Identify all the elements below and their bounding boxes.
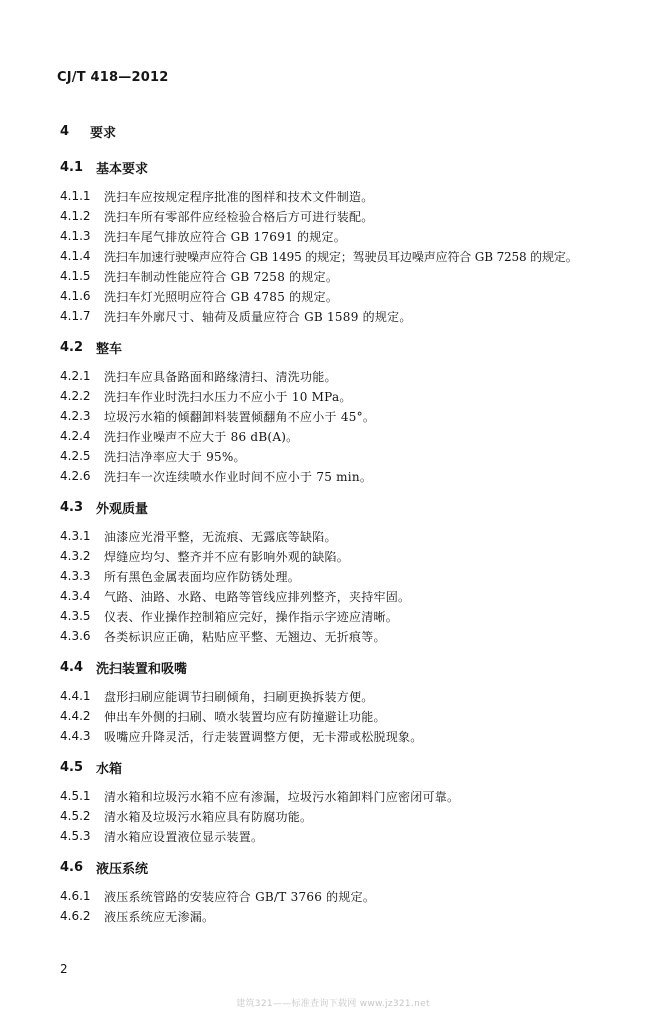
- clause-item: [60, 286, 620, 306]
- clause-number: 4.1.1: [60, 189, 91, 203]
- subsection-number: 4.3: [60, 499, 84, 515]
- clause-text: 洗扫车应具备路面和路缘清扫、清洗功能。: [104, 369, 337, 384]
- footer-watermark: 建筑321——标准查询下载网 www.jz321.net: [236, 999, 430, 1009]
- clause-text: 清水箱及垃圾污水箱应具有防腐功能。: [104, 809, 313, 824]
- clause-item: [60, 906, 620, 926]
- clause-item: [60, 266, 620, 286]
- clause-text: 洗扫车制动性能应符合 GB 7258 的规定。: [104, 269, 339, 284]
- clause-item: [60, 446, 620, 466]
- clause-number: 4.1.4: [60, 249, 91, 263]
- clause-number: 4.2.2: [60, 389, 91, 403]
- clause-item: [60, 546, 620, 566]
- subsection-heading-4-5: [60, 756, 620, 778]
- clause-number: 4.3.5: [60, 609, 91, 623]
- clause-text: 吸嘴应升降灵活，行走装置调整方便，无卡滞或松脱现象。: [104, 729, 423, 744]
- section-title: 要求: [90, 125, 117, 141]
- clause-item: [60, 526, 620, 546]
- clause-text: 洗扫车尾气排放应符合 GB 17691 的规定。: [104, 229, 347, 244]
- clause-number: 4.2.5: [60, 449, 91, 463]
- section-heading-4: [60, 120, 620, 142]
- clause-text: 垃圾污水箱的倾翻卸料装置倾翻角不应小于 45°。: [104, 409, 376, 424]
- subsection-title: 整车: [96, 341, 123, 357]
- clause-number: 4.2.3: [60, 409, 91, 423]
- clause-number: 4.3.2: [60, 549, 91, 563]
- clause-number: 4.4.3: [60, 729, 91, 743]
- section-number: 4: [60, 123, 70, 139]
- clause-number: 4.5.3: [60, 829, 91, 843]
- subsection-heading-4-2: [60, 336, 620, 358]
- clause-text: 液压系统应无渗漏。: [104, 909, 215, 924]
- clause-item: [60, 206, 620, 226]
- clause-number: 4.3.1: [60, 529, 91, 543]
- clause-item: [60, 306, 620, 326]
- subsection-number: 4.1: [60, 159, 84, 175]
- clause-item: [60, 566, 620, 586]
- clause-text: 洗扫车一次连续喷水作业时间不应小于 75 min。: [104, 469, 373, 484]
- clause-item: [60, 366, 620, 386]
- subsection-title: 液压系统: [96, 861, 149, 877]
- clause-number: 4.5.1: [60, 789, 91, 803]
- clause-item: [60, 726, 620, 746]
- clause-item: [60, 466, 620, 486]
- clause-text: 伸出车外侧的扫刷、喷水装置均应有防撞避让功能。: [104, 709, 386, 724]
- clause-number: 4.1.3: [60, 229, 91, 243]
- clause-number: 4.6.1: [60, 889, 91, 903]
- standard-code-header: CJ/T 418—2012: [57, 70, 169, 85]
- clause-text: 气路、油路、水路、电路等管线应排列整齐，夹持牢固。: [104, 589, 411, 604]
- clause-item: [60, 426, 620, 446]
- clause-item: [60, 226, 620, 246]
- clause-text: 洗扫车加速行驶噪声应符合 GB 1495 的规定；驾驶员耳边噪声应符合 GB 7258 的规定。: [104, 249, 578, 264]
- clause-item: [60, 786, 620, 806]
- clause-text: 洗扫车作业时洗扫水压力不应小于 10 MPa。: [104, 389, 352, 404]
- subsection-title: 基本要求: [96, 161, 149, 177]
- clause-text: 仪表、作业操作控制箱应完好，操作指示字迹应清晰。: [104, 609, 399, 624]
- clause-text: 洗扫车灯光照明应符合 GB 4785 的规定。: [104, 289, 339, 304]
- page-content: [60, 120, 620, 926]
- clause-item: [60, 826, 620, 846]
- clause-number: 4.1.5: [60, 269, 91, 283]
- clause-number: 4.1.6: [60, 289, 91, 303]
- clause-item: [60, 586, 620, 606]
- clause-text: 油漆应光滑平整，无流痕、无露底等缺陷。: [104, 529, 337, 544]
- clause-text: 洗扫车外廓尺寸、轴荷及质量应符合 GB 1589 的规定。: [104, 309, 412, 324]
- clause-text: 洗扫车所有零部件应经检验合格后方可进行装配。: [104, 209, 374, 224]
- clause-number: 4.5.2: [60, 809, 91, 823]
- clause-item: [60, 406, 620, 426]
- clause-item: [60, 886, 620, 906]
- clause-number: 4.2.4: [60, 429, 91, 443]
- subsection-heading-4-6: [60, 856, 620, 878]
- subsection-heading-4-3: [60, 496, 620, 518]
- clause-item: [60, 706, 620, 726]
- clause-number: 4.2.1: [60, 369, 91, 383]
- subsection-number: 4.5: [60, 759, 84, 775]
- clause-text: 各类标识应正确，粘贴应平整、无翘边、无折痕等。: [104, 629, 386, 644]
- subsection-title: 水箱: [96, 761, 123, 777]
- subsection-title: 洗扫装置和吸嘴: [96, 661, 188, 677]
- clause-number: 4.3.6: [60, 629, 91, 643]
- clause-item: [60, 606, 620, 626]
- clause-text: 所有黑色金属表面均应作防锈处理。: [104, 569, 301, 584]
- clause-number: 4.3.3: [60, 569, 91, 583]
- subsection-title: 外观质量: [96, 501, 149, 517]
- clause-number: 4.1.2: [60, 209, 91, 223]
- subsection-number: 4.4: [60, 659, 84, 675]
- clause-text: 液压系统管路的安装应符合 GB/T 3766 的规定。: [104, 889, 376, 904]
- clause-number: 4.1.7: [60, 309, 91, 323]
- page-number: 2: [60, 962, 68, 976]
- clause-item: [60, 246, 620, 266]
- clause-text: 洗扫作业噪声不应大于 86 dB(A)。: [104, 429, 299, 444]
- clause-text: 清水箱和垃圾污水箱不应有渗漏，垃圾污水箱卸料门应密闭可靠。: [104, 789, 460, 804]
- clause-text: 清水箱应设置液位显示装置。: [104, 829, 264, 844]
- subsection-heading-4-1: [60, 156, 620, 178]
- subsection-heading-4-4: [60, 656, 620, 678]
- clause-number: 4.3.4: [60, 589, 91, 603]
- clause-number: 4.4.1: [60, 689, 91, 703]
- clause-number: 4.4.2: [60, 709, 91, 723]
- clause-text: 洗扫车应按规定程序批准的图样和技术文件制造。: [104, 189, 374, 204]
- clause-item: [60, 806, 620, 826]
- clause-text: 洗扫洁净率应大于 95%。: [104, 449, 246, 464]
- clause-number: 4.2.6: [60, 469, 91, 483]
- clause-item: [60, 686, 620, 706]
- clause-text: 焊缝应均匀、整齐并不应有影响外观的缺陷。: [104, 549, 350, 564]
- clause-number: 4.6.2: [60, 909, 91, 923]
- clause-item: [60, 626, 620, 646]
- clause-text: 盘形扫刷应能调节扫刷倾角，扫刷更换拆装方便。: [104, 689, 374, 704]
- clause-item: [60, 186, 620, 206]
- clause-item: [60, 386, 620, 406]
- subsection-number: 4.6: [60, 859, 84, 875]
- subsection-number: 4.2: [60, 339, 84, 355]
